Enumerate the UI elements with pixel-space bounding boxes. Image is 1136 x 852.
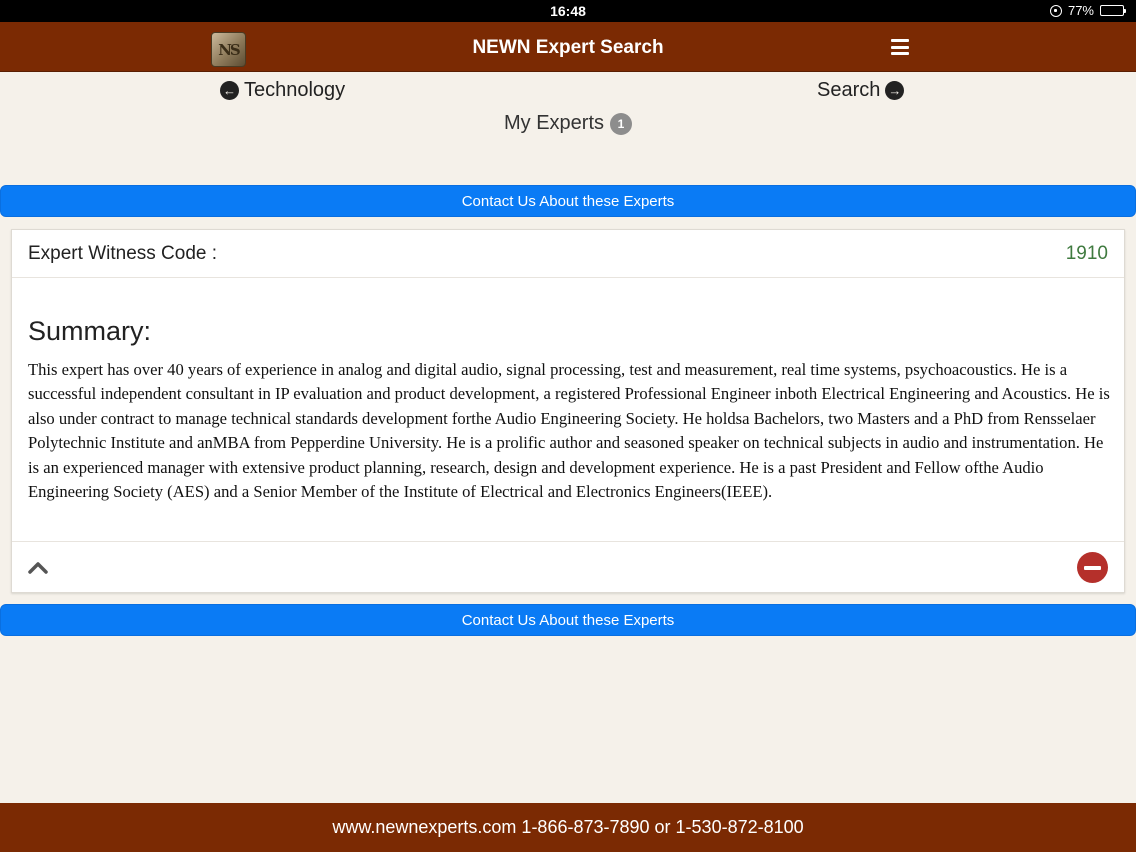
expert-code-value: 1910 [1065,242,1108,264]
back-technology-link[interactable] [220,79,345,102]
expert-code-label: Expert Witness Code : [28,242,218,264]
expert-card-footer [12,541,1124,593]
status-time: 16:48 [550,3,586,19]
app-header [0,22,1136,72]
forward-search-link[interactable] [817,79,904,102]
contact-us-button-bottom[interactable]: Contact Us About these Experts [0,604,1136,636]
forward-link-label: Search [817,79,881,101]
arrow-circle-left-icon: ← [220,81,239,100]
hamburger-menu-icon[interactable] [891,39,909,55]
page-title: NEWN Expert Search [472,37,664,58]
logo-text: NS [218,40,239,59]
battery-icon [1100,5,1124,16]
arrow-circle-right-icon: → [885,81,904,100]
minus-circle-icon[interactable] [1077,552,1108,583]
my-experts-count-badge: 1 [610,113,632,135]
summary-text: This expert has over 40 years of experience in analog and digital audio, signal processing, test and measurement, real time systems, psychoacoustics. He is a successful independent consultant in IP evaluation and product development, a registered Professional Engineer inboth Electrical Engineering and Acoustics. He is also under contract to manage technical standards development forthe Audio Engineering Society. He holdsa Bachelors, two Masters and a PhD from Rensselaer Polytechnic Institute and anMBA from Pepperdine University. He is a prolific author and seasoned speaker on technical subjects in audio and instrumentation. He is an experienced manager with extensive product planning, research, design and development experience. He is a past President and Fellow ofthe Audio Engineering Society (AES) and a Senior Member of the Institute of Electrical and Electronics Engineers(IEEE). [28,360,1110,502]
expert-code-row [12,230,1124,278]
status-bar [0,0,1136,22]
contact-us-button-top[interactable]: Contact Us About these Experts [0,185,1136,217]
footer-contact-info: www.newnexperts.com 1-866-873-7890 or 1-530-872-8100 [0,803,1136,852]
back-link-label: Technology [244,79,346,101]
my-experts-heading [0,112,1136,135]
rotation-lock-icon [1050,5,1062,17]
chevron-up-icon[interactable] [26,556,50,580]
my-experts-label: My Experts [503,112,605,134]
summary-heading: Summary: [28,316,152,346]
battery-percent: 77% [1067,3,1094,18]
status-right [1050,3,1124,18]
expert-card [11,229,1125,593]
